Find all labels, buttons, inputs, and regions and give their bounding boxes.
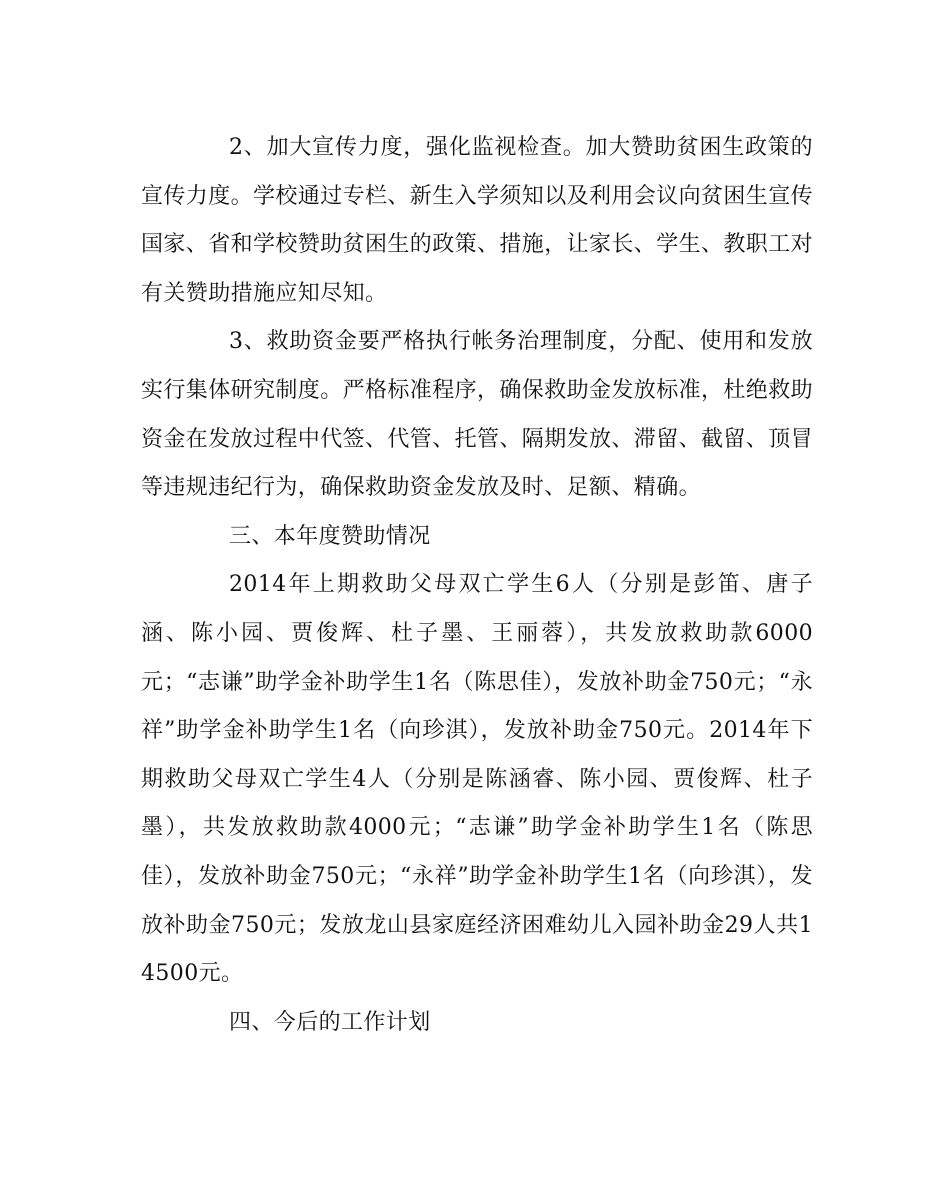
section-heading-annual-aid: 三、本年度赞助情况 — [229, 523, 431, 549]
paragraph-aid-details: 2014年上期救助父母双亡学生6人（分别是彭笛、唐子涵、陈小园、贾俊辉、杜子墨、王丽蓉），共发放救助款6000元；“志谦”助学金补助学生1名（陈思佳），发放补助金750元；“永祥”助学金补助学生1名（向珍淇），发放补助金750元。2014年下期救助父母双亡学生4人（分别是陈涵睿、陈小园、贾俊辉、杜子墨），共发放救助款4000元；“志谦”助学金补助学生1名（陈思佳），发放补助金750元；“永祥”助学金补助学生1名（向珍淇），发放补助金750元；发放龙山县家庭经济困难幼儿入园补助金29人共14500元。 — [141, 572, 813, 987]
document-body — [141, 124, 813, 1047]
section-heading-future-plan: 四、今后的工作计划 — [229, 1009, 431, 1035]
paragraph-fund-management: 3、救助资金要严格执行帐务治理制度，分配、使用和发放实行集体研究制度。严格标准程序，确保救助金发放标准，杜绝救助资金在发放过程中代签、代管、托管、隔期发放、滞留、截留、顶冒等违规违纪行为，确保救助资金发放及时、足额、精确。 — [141, 329, 814, 501]
paragraph-publicity-supervision: 2、加大宣传力度，强化监视检查。加大赞助贫困生政策的宣传力度。学校通过专栏、新生入学须知以及利用会议向贫困生宣传国家、省和学校赞助贫困生的政策、措施，让家长、学生、教职工对有关赞助措施应知尽知。 — [141, 135, 814, 306]
